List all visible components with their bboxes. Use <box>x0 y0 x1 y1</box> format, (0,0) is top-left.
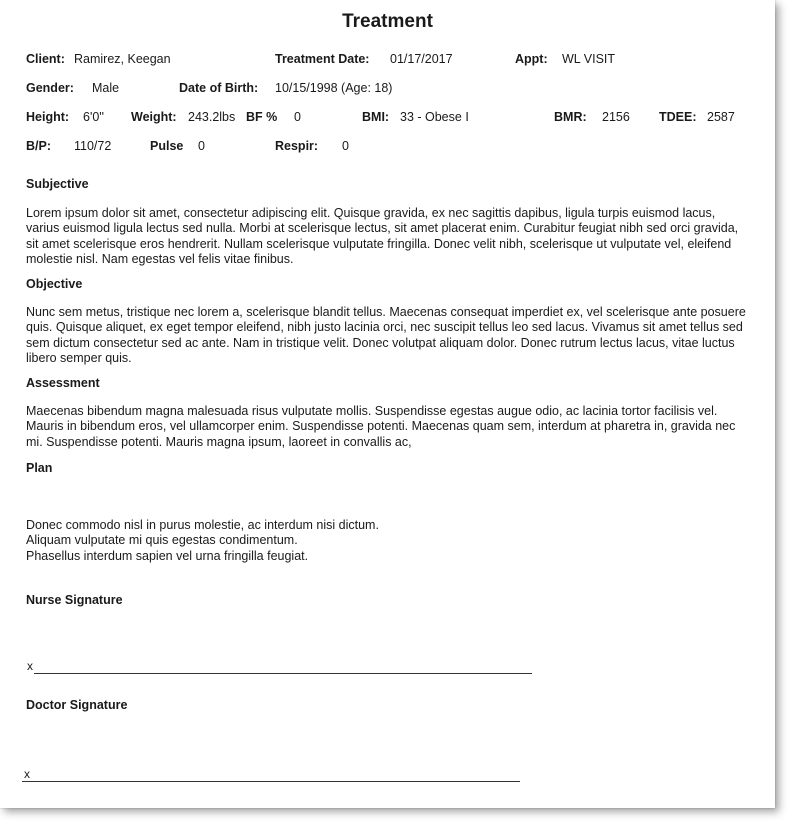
plan-line: Aliquam vulputate mi quis egestas condimentum. <box>26 533 298 548</box>
objective-heading: Objective <box>26 277 83 291</box>
nurse-signature-heading: Nurse Signature <box>26 593 123 607</box>
tdee-label: TDEE: <box>659 110 697 124</box>
weight-label: Weight: <box>131 110 177 124</box>
treatment-date-label: Treatment Date: <box>275 52 370 66</box>
nurse-signature-line[interactable] <box>34 673 532 674</box>
bf-label: BF % <box>246 110 278 124</box>
bf-value: 0 <box>294 110 301 124</box>
doctor-signature-heading: Doctor Signature <box>26 698 128 712</box>
bmr-value: 2156 <box>602 110 630 124</box>
tdee-value: 2587 <box>707 110 735 124</box>
doctor-signature-mark: x <box>24 767 30 781</box>
client-label: Client: <box>26 52 65 66</box>
appt-value: WL VISIT <box>562 52 616 66</box>
plan-text <box>26 518 746 564</box>
assessment-text: Maecenas bibendum magna malesuada risus vulputate mollis. Suspendisse egestas augue odio, ac lacinia tortor facilisis vel. Mauris in bibendum eros, vel ullamcorper enim. Suspendisse potenti. Maecenas quam sem, interdum at pharetra in, gravida nec mi. Suspendisse potenti. Mauris magna ipsum, laoreet in convallis ac, <box>26 404 736 449</box>
nurse-signature-mark: x <box>27 659 33 673</box>
respir-label: Respir: <box>275 139 319 153</box>
treatment-date-value: 01/17/2017 <box>390 52 453 66</box>
respir-value: 0 <box>342 139 349 153</box>
height-label: Height: <box>26 110 70 124</box>
page-title: Treatment <box>342 11 433 32</box>
plan-heading: Plan <box>26 461 53 475</box>
bmi-label: BMI: <box>362 110 390 124</box>
plan-line: Phasellus interdum sapien vel urna fringilla feugiat. <box>26 548 309 563</box>
height-value: 6'0'' <box>83 110 105 124</box>
weight-value: 243.2lbs <box>188 110 236 124</box>
bmr-label: BMR: <box>554 110 587 124</box>
bp-value: 110/72 <box>74 139 112 153</box>
plan-line: Donec commodo nisl in purus molestie, ac interdum nisi dictum. <box>26 518 379 532</box>
subjective-text: Lorem ipsum dolor sit amet, consectetur adipiscing elit. Quisque gravida, ex nec sagittis dapibus, ligula turpis euismod lacus, varius euismod ligula lectus sed nulla. Morbi at scelerisque lectus, sit amet placerat enim. Curabitur feugiat nibh sed orci gravida, sit amet scelerisque eros hendrerit. Nullam scelerisque vulputate fringilla. Donec velit nibh, scelerisque ut vulputate vel, eleifend molestie nisl. Nam egestas vel felis vitae finibus. <box>26 206 739 266</box>
dob-label: Date of Birth: <box>179 81 259 95</box>
pulse-value: 0 <box>198 139 205 153</box>
client-value: Ramirez, Keegan <box>74 52 171 66</box>
gender-label: Gender: <box>26 81 74 95</box>
bp-label: B/P: <box>26 139 51 153</box>
dob-value: 10/15/1998 (Age: 18) <box>275 81 393 95</box>
bmi-value: 33 - Obese I <box>400 110 469 124</box>
subjective-heading: Subjective <box>26 177 89 191</box>
gender-value: Male <box>92 81 120 95</box>
assessment-heading: Assessment <box>26 376 100 390</box>
objective-text: Nunc sem metus, tristique nec lorem a, scelerisque blandit tellus. Maecenas consequat imperdiet ex, vel scelerisque ante posuere quis. Quisque aliquet, ex eget tempor eleifend, nibh justo lacinia orci, nec suscipit tellus leo sed lacus. Vivamus sit amet tellus sed sem dictum consectetur sed ac ante. Nam in tristique velit. Donec volutpat aliquam dolor. Donec rutrum lectus lacus, vitae luctus libero semper quis. <box>26 305 746 365</box>
doctor-signature-line[interactable] <box>22 781 520 782</box>
pulse-label: Pulse <box>150 139 184 153</box>
appt-label: Appt: <box>515 52 548 66</box>
